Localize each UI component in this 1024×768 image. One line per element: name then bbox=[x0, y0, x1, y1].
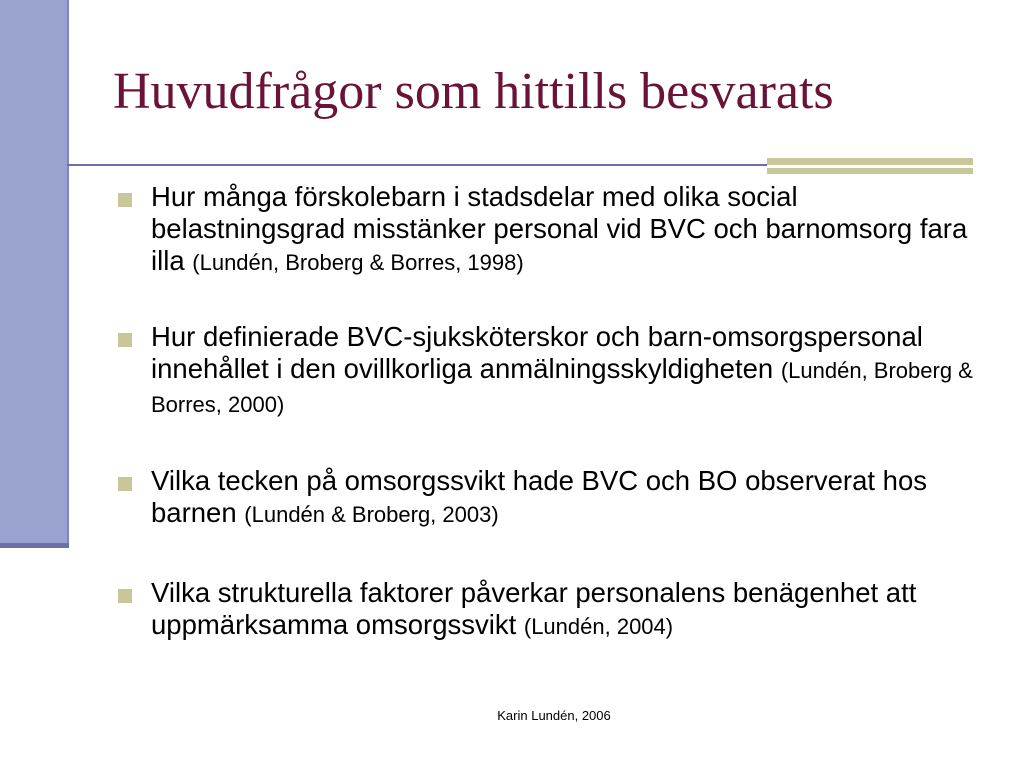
square-bullet-icon bbox=[118, 193, 132, 207]
bullet-item bbox=[118, 465, 978, 531]
left-bar-bottom-rule bbox=[0, 543, 69, 548]
bullet-text: Hur många förskolebarn i stadsdelar med olika social belastningsgrad misstänker personal vid BVC och barnomsorg fara illa bbox=[151, 181, 968, 276]
bullet-citation: (Lundén, Broberg & Borres, 2000) bbox=[151, 358, 973, 417]
title-divider bbox=[67, 164, 767, 166]
square-bullet-icon bbox=[118, 589, 132, 603]
bullet-citation: (Lundén & Broberg, 2003) bbox=[244, 502, 499, 527]
bullet-item bbox=[118, 321, 978, 421]
accent-stripes bbox=[767, 158, 973, 178]
bullet-text: Vilka tecken på omsorgssvikt hade BVC och BO observerat hos barnen bbox=[151, 465, 927, 528]
square-bullet-icon bbox=[118, 477, 132, 491]
bullet-text: Vilka strukturella faktorer påverkar personalens benägenhet att uppmärksamma omsorgssvikt bbox=[151, 577, 917, 640]
bullet-citation: (Lundén, 2004) bbox=[523, 614, 674, 639]
slide-footer: Karin Lundén, 2006 bbox=[497, 708, 611, 723]
square-bullet-icon bbox=[118, 333, 132, 347]
bullet-item bbox=[118, 181, 978, 279]
bullet-list bbox=[118, 181, 978, 685]
left-decorative-bar bbox=[0, 0, 67, 543]
bullet-item bbox=[118, 577, 978, 643]
slide-title: Huvudfrågor som hittills besvarats bbox=[113, 63, 834, 120]
bullet-citation: (Lundén, Broberg & Borres, 1998) bbox=[192, 250, 524, 275]
bullet-text: Hur definierade BVC-sjuksköterskor och barn-omsorgspersonal innehållet i den ovillkorliga anmälningsskyldigheten bbox=[151, 321, 923, 384]
left-bar-edge bbox=[67, 0, 69, 548]
